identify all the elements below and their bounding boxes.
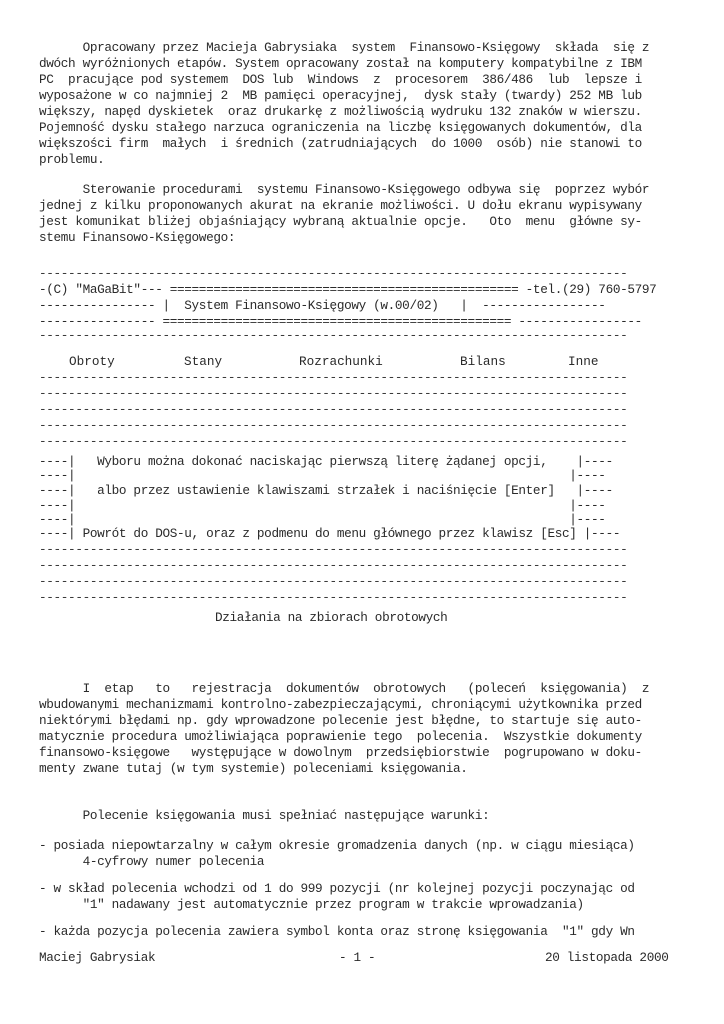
text-line: problemu. [39,152,105,167]
text-line: większy, napęd dyskietek oraz drukarkę z możliwością wydruku 132 znaków w wierszu. [39,104,642,119]
screen-border: --------------------------------------------------------------------------------- [39,542,628,557]
screen-border: --------------------------------------------------------------------------------- [39,370,628,385]
text-line: wyposażone w co najmniej 2 MB pamięci operacyjnej, dysk stały (twardy) 252 MB lub [39,88,642,103]
screen-border: --------------------------------------------------------------------------------- [39,402,628,417]
screen-border: --------------------------------------------------------------------------------- [39,386,628,401]
menu-item-bilans[interactable]: Bilans [460,354,506,369]
help-line: ----| |---- [39,468,606,483]
menu-item-obroty[interactable]: Obroty [69,354,115,369]
footer-author: Maciej Gabrysiak [39,950,156,965]
condition-item-continued: "1" nadawany jest automatycznie przez program w trakcie wprowadzania) [39,897,584,912]
menu-item-rozrachunki[interactable]: Rozrachunki [299,354,383,369]
text-line: wbudowanymi mechanizmami kontrolno-zabezpieczającymi, chroniącymi użytkownika przed [39,697,642,712]
screen-border: --------------------------------------------------------------------------------- [39,328,628,343]
screen-border: --------------------------------------------------------------------------------- [39,590,628,605]
text-line: Opracowany przez Macieja Gabrysiaka system Finansowo-Księgowy składa się z [39,40,650,55]
text-line: niektórymi błędami np. gdy wprowadzone polecenie jest błędne, to startuje się auto- [39,713,642,728]
text-line: jest komunikat bliżej objaśniający wybraną aktualnie opcje. Oto menu główne sy- [39,214,642,229]
text-line: większości firm małych i średnich (zatrudniających do 1000 osób) nie stanowi to [39,136,642,151]
conditions-intro: Polecenie księgowania musi spełniać następujące warunki: [39,808,490,823]
screen-title-line: ---------------- | System Finansowo-Księgowy (w.00/02) | ----------------- [39,298,606,313]
text-line: stemu Finansowo-Księgowego: [39,230,236,245]
text-line: matycznie procedura umożliwiająca poprawienie tego polecenia. Wszystkie dokumenty [39,729,642,744]
screen-border: --------------------------------------------------------------------------------- [39,266,628,281]
footer-page-number: - 1 - [339,950,376,965]
condition-item-continued: 4-cyfrowy numer polecenia [39,854,265,869]
menu-item-inne[interactable]: Inne [568,354,599,369]
footer-date: 20 listopada 2000 [545,950,669,965]
text-line: PC pracujące pod systemem DOS lub Windows z procesorem 386/486 lub lepsze i [39,72,642,87]
screen-status-caption: Działania na zbiorach obrotowych [215,610,448,625]
text-line: Pojemność dysku stałego narzuca ograniczenia na liczbę księgowanych dokumentów, dla [39,120,642,135]
help-line: ----| albo przez ustawienie klawiszami strzałek i naciśnięcie [Enter] |---- [39,483,613,498]
text-line: menty zwane tutaj (w tym systemie) poleceniami księgowania. [39,761,468,776]
screen-border: --------------------------------------------------------------------------------- [39,434,628,449]
screen-border: --------------------------------------------------------------------------------- [39,418,628,433]
help-line: ----| Powrót do DOS-u, oraz z podmenu do menu głównego przez klawisz [Esc] |---- [39,526,621,541]
help-line: ----| Wyboru można dokonać naciskając pierwszą literę żądanej opcji, |---- [39,454,613,469]
help-line: ----| |---- [39,498,606,513]
screen-border: --------------------------------------------------------------------------------- [39,574,628,589]
screen-border: --------------------------------------------------------------------------------- [39,558,628,573]
text-line: dwóch wyróżnionych etapów. System opracowany został na komputery kompatybilne z IBM [39,56,642,71]
menu-item-stany[interactable]: Stany [184,354,223,369]
help-line: ----| |---- [39,512,606,527]
condition-item: - posiada niepowtarzalny w całym okresie gromadzenia danych (np. w ciągu miesiąca) [39,838,635,853]
condition-item: - każda pozycja polecenia zawiera symbol konta oraz stronę księgowania "1" gdy Wn [39,924,635,939]
text-line: Sterowanie procedurami systemu Finansowo-Księgowego odbywa się poprzez wybór [39,182,650,197]
text-line: finansowo-księgowe występujące w dowolnym przedsiębiorstwie pogrupowano w doku- [39,745,642,760]
screen-header-line: ---------------- ================================================ ----------------- [39,314,642,329]
text-line: jednej z kilku proponowanych akurat na ekranie możliwości. U dołu ekranu wypisywany [39,198,642,213]
text-line: I etap to rejestracja dokumentów obrotowych (poleceń księgowania) z [39,681,650,696]
screen-header-line: -(C) "MaGaBit"--- ================================================ -tel.(29) 760-5797 [39,282,657,297]
condition-item: - w skład polecenia wchodzi od 1 do 999 pozycji (nr kolejnej pozycji poczynając od [39,881,635,896]
